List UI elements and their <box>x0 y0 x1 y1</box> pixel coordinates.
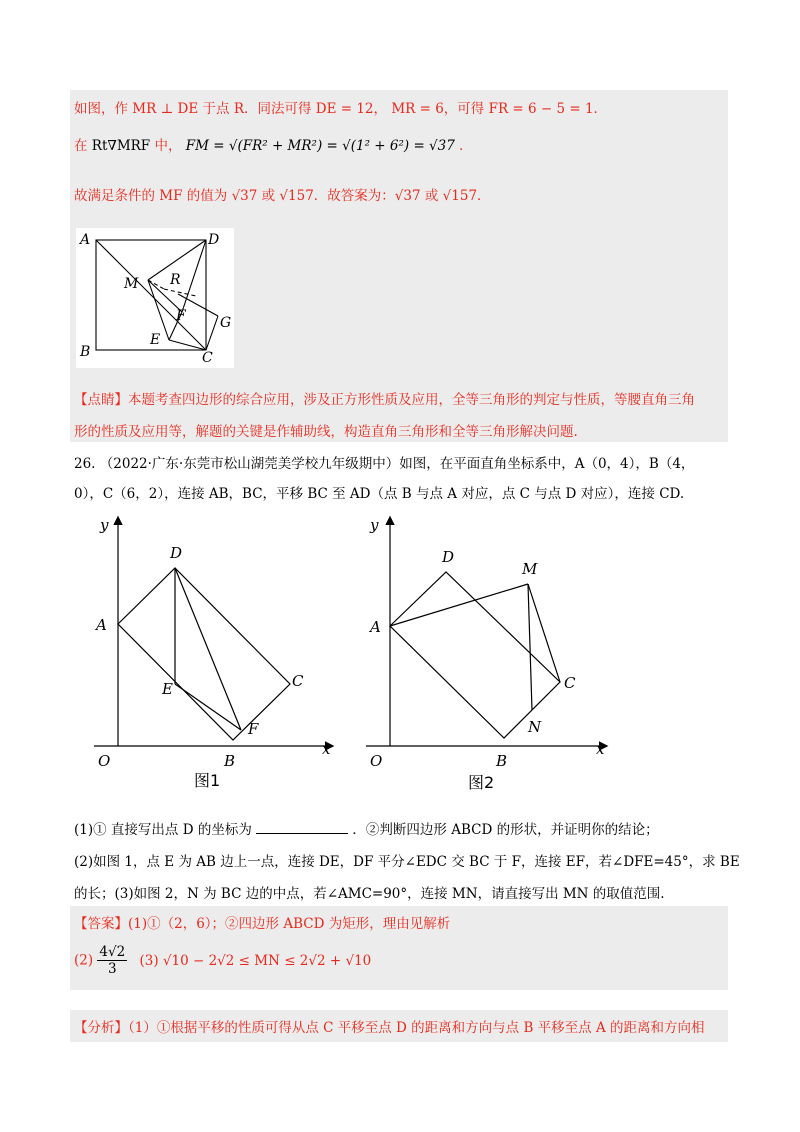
solution-line-2 <box>74 134 473 154</box>
answer-line-2 <box>74 944 371 977</box>
fig1-label-B: B <box>224 752 236 770</box>
fig1-label-y: y <box>100 516 109 534</box>
solution-line-2-end: ． <box>459 138 473 154</box>
solution-line-2-prefix: 在 <box>74 138 88 154</box>
square-figure-svg <box>76 228 234 368</box>
fig2-label-y: y <box>370 516 379 534</box>
figure-1-svg <box>88 510 348 800</box>
fig1-label-C: C <box>292 672 304 690</box>
fig1-label-F: F <box>248 720 259 738</box>
fig2-label-N: N <box>528 718 542 736</box>
fig1-caption: 图1 <box>194 771 221 790</box>
problem-number: 26. <box>74 456 96 472</box>
fig2-label-x: x <box>596 740 605 758</box>
figure-2 <box>356 510 616 800</box>
question-1-part-a: (1)① 直接写出点 D 的坐标为 <box>74 822 252 838</box>
analysis-tag: 【分析】 <box>74 1020 128 1036</box>
comment-text-1: 本题考查四边形的综合应用，涉及正方形性质及应用，全等三角形的判定与性质，等腰直角三角 <box>128 392 695 408</box>
label-C: C <box>202 350 213 366</box>
fig2-label-M: M <box>522 560 538 578</box>
label-R: R <box>170 272 181 288</box>
problem-line-1 <box>74 452 694 472</box>
solution-line-2-mid: 中， <box>154 138 182 154</box>
answer-line-1 <box>74 912 450 932</box>
figure-2-svg <box>356 510 616 800</box>
fig2-caption: 图2 <box>468 773 495 792</box>
question-2-line-1: (2)如图 1，点 E 为 AB 边上一点，连接 DE，DF 平分∠EDC 交 BC 于 F，连接 EF，若∠DFE=45°，求 BE <box>74 854 740 870</box>
answer-part-2-fraction <box>97 944 127 977</box>
answer-part-1: (1)①（2，6）；②四边形 ABCD 为矩形，理由见解析 <box>128 916 451 932</box>
fig1-label-D: D <box>170 544 183 562</box>
problem-line-2: 0），C（6，2），连接 AB，BC，平移 BC 至 AD（点 B 与点 A 对应，点 C 与点 D 对应），连接 CD. <box>74 486 685 502</box>
solution-line-3: 故满足条件的 MF 的值为 √37 或 √157．故答案为：√37 或 √157． <box>74 188 491 204</box>
solution-line-1: 如图，作 MR ⊥ DE 于点 R．同法可得 DE = 12， MR = 6，可得 FR = 6 − 5 = 1． <box>74 101 608 117</box>
fraction-numerator: 4√2 <box>99 944 126 960</box>
answer-tag: 【答案】 <box>74 916 128 932</box>
fig1-label-A: A <box>96 616 107 634</box>
question-2-line-2: 的长；(3)如图 2，N 为 BC 边的中点，若∠AMC=90°，连接 MN，请直接写出 MN 的取值范围. <box>74 886 665 902</box>
label-E: E <box>150 332 161 348</box>
answer-part-2-label: (2) <box>74 952 94 969</box>
fig1-label-O: O <box>98 752 111 770</box>
analysis-line-1 <box>74 1016 705 1036</box>
square-figure <box>76 228 234 368</box>
label-D: D <box>208 232 220 248</box>
fig1-label-E: E <box>162 680 173 698</box>
fig2-label-B: B <box>496 752 508 770</box>
question-1 <box>74 818 659 838</box>
label-G: G <box>220 315 232 331</box>
label-A: A <box>80 232 91 248</box>
comment-line-2: 形的性质及应用等，解题的关键是作辅助线，构造直角三角形和全等三角形解决问题. <box>74 424 578 440</box>
analysis-text: （1）①根据平移的性质可得从点 C 平移至点 D 的距离和方向与点 B 平移至点 A 的距离和方向相 <box>128 1020 705 1036</box>
fig2-label-A: A <box>370 618 381 636</box>
comment-tag: 【点睛】 <box>74 392 128 408</box>
fig2-label-D: D <box>442 548 455 566</box>
fig2-label-O: O <box>370 752 383 770</box>
figure-1 <box>88 510 348 800</box>
fm-equation: FM = √(FR² + MR²) = √(1² + 6²) = √37 <box>185 138 455 154</box>
fig2-label-C: C <box>564 674 576 692</box>
problem-text-1: （2022·广东·东莞市松山湖莞美学校九年级期中）如图，在平面直角坐标系中，A（0，4），B（4， <box>99 456 695 472</box>
comment-line-1 <box>74 388 695 408</box>
label-M: M <box>124 276 139 292</box>
fraction-denominator: 3 <box>108 961 117 977</box>
label-F: F <box>176 308 186 324</box>
fig1-label-x: x <box>322 740 331 758</box>
right-triangle-label: Rt∇MRF <box>91 138 151 154</box>
question-1-part-b: ．②判断四边形 ABCD 的形状，并证明你的结论； <box>352 822 659 838</box>
answer-blank <box>256 821 348 834</box>
label-B: B <box>80 344 91 360</box>
answer-part-3: (3) √10 − 2√2 ≤ MN ≤ 2√2 + √10 <box>139 952 372 969</box>
